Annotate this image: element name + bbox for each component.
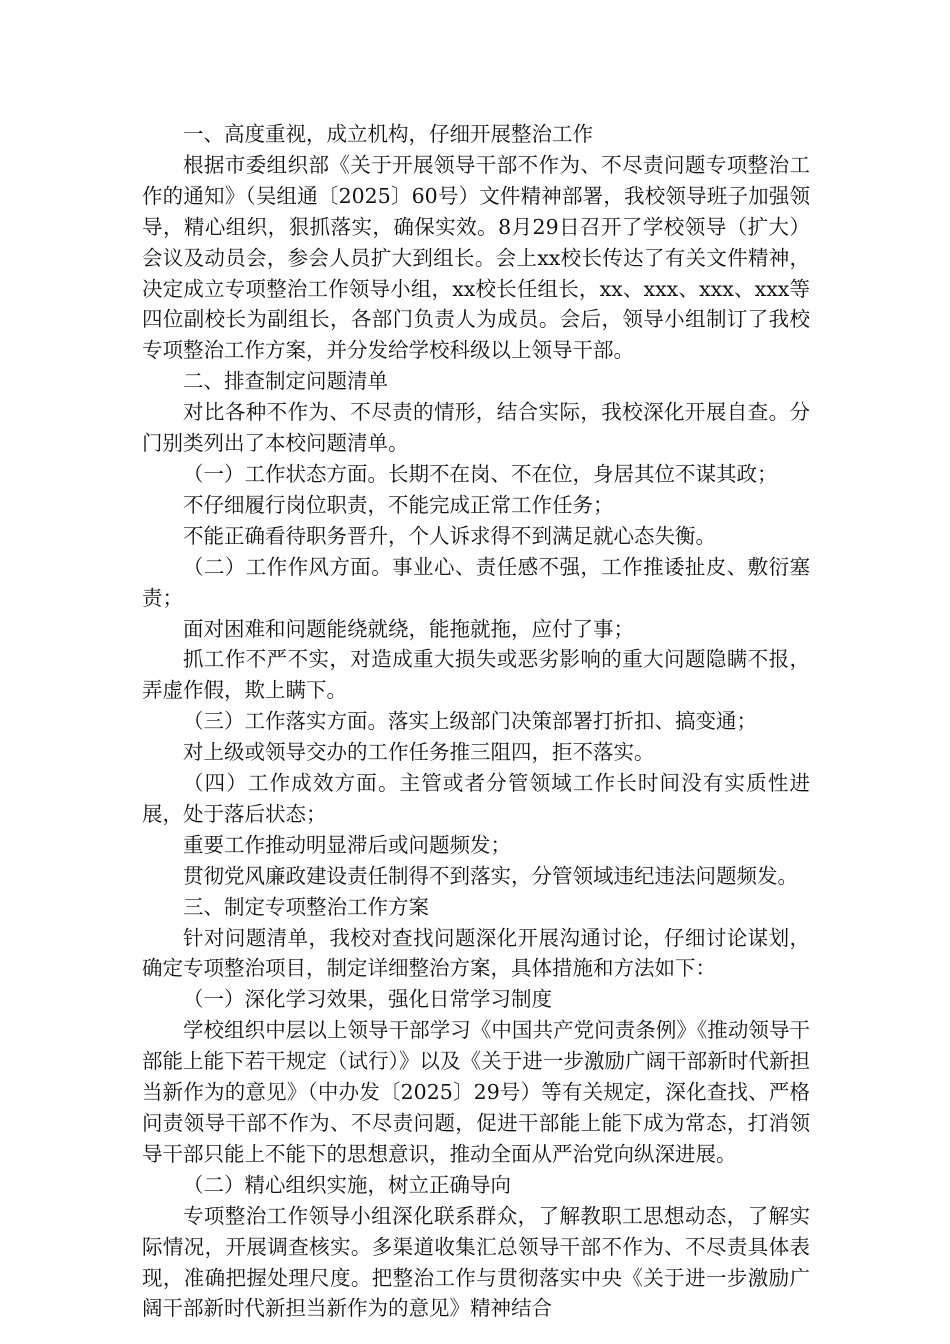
paragraph: 专项整治工作领导小组深化联系群众，了解教职工思想动态，了解实际情况，开展调查核实。多渠道收集汇总领导干部不作为、不尽责具体表现，准确把握处理尺度。把整治工作与贯彻落实中央《关于进一步激励广阔干部新时代新担当新作为的意见》精神结合 [142,1203,810,1321]
list-item: 贯彻党风廉政建设责任制得不到落实，分管领域违纪违法问题频发。 [183,863,798,888]
list-item: 不能正确看待职务晋升，个人诉求得不到满足就心态失衡。 [183,523,716,548]
subheading: （一）深化学习效果，强化日常学习制度 [183,987,552,1012]
paragraph: 对比各种不作为、不尽责的情形，结合实际，我校深化开展自查。分门别类列出了本校问题清单。 [142,400,810,456]
list-item: 面对困难和问题能绕就绕，能拖就拖，应付了事； [183,616,634,641]
list-item: 重要工作推动明显滞后或问题频发； [183,832,511,857]
paragraph: 针对问题清单，我校对查找问题深化开展沟通讨论，仔细讨论谋划，确定专项整治项目，制定详细整治方案，具体措施和方法如下： [142,925,810,981]
list-item: 对上级或领导交办的工作任务推三阻四，拒不落实。 [183,740,655,765]
heading-section-1: 一、高度重视，成立机构，仔细开展整治工作 [183,122,593,146]
list-item: 抓工作不严不实，对造成重大损失或恶劣影响的重大问题隐瞒不报，弄虚作假，欺上瞒下。 [142,647,810,703]
heading-section-2: 二、排查制定问题清单 [183,369,388,394]
list-item: （一）工作状态方面。长期不在岗、不在位，身居其位不谋其政； [183,461,778,486]
list-item: （三）工作落实方面。落实上级部门决策部署打折扣、搞变通； [183,709,757,734]
list-item: 不仔细履行岗位职责，不能完成正常工作任务； [183,492,614,517]
list-item: （四）工作成效方面。主管或者分管领域工作长时间没有实质性进展，处于落后状态； [142,771,810,826]
document-page [142,119,810,1324]
paragraph: 学校组织中层以上领导干部学习《中国共产党问责条例》《推动领导干部能上能下若干规定（试行）》以及《关于进一步激励广阔干部新时代新担当新作为的意见》（中办发〔2025〕29号）等有关规定，深化查找、严格问责领导干部不作为、不尽责问题，促进干部能上能下成为常态，打消领导干部只能上不能下的思想意识，推动全面从严治党向纵深进展。 [142,1018,810,1166]
list-item: （二）工作作风方面。事业心、责任感不强，工作推诿扯皮、敷衍塞责； [142,554,810,610]
heading-section-3: 三、制定专项整治工作方案 [183,894,429,919]
subheading: （二）精心组织实施，树立正确导向 [183,1172,511,1197]
paragraph: 根据市委组织部《关于开展领导干部不作为、不尽责问题专项整治工作的通知》（吴组通〔2025〕60号）文件精神部署，我校领导班子加强领导，精心组织，狠抓落实，确保实效。8月29日召开了学校领导（扩大）会议及动员会，参会人员扩大到组长。会上xx校长传达了有关文件精神，决定成立专项整治工作领导小组，xx校长任组长，xx、xxx、xxx、xxx等四位副校长为副组长，各部门负责人为成员。会后，领导小组制订了我校专项整治工作方案，并分发给学校科级以上领导干部。 [142,152,810,363]
